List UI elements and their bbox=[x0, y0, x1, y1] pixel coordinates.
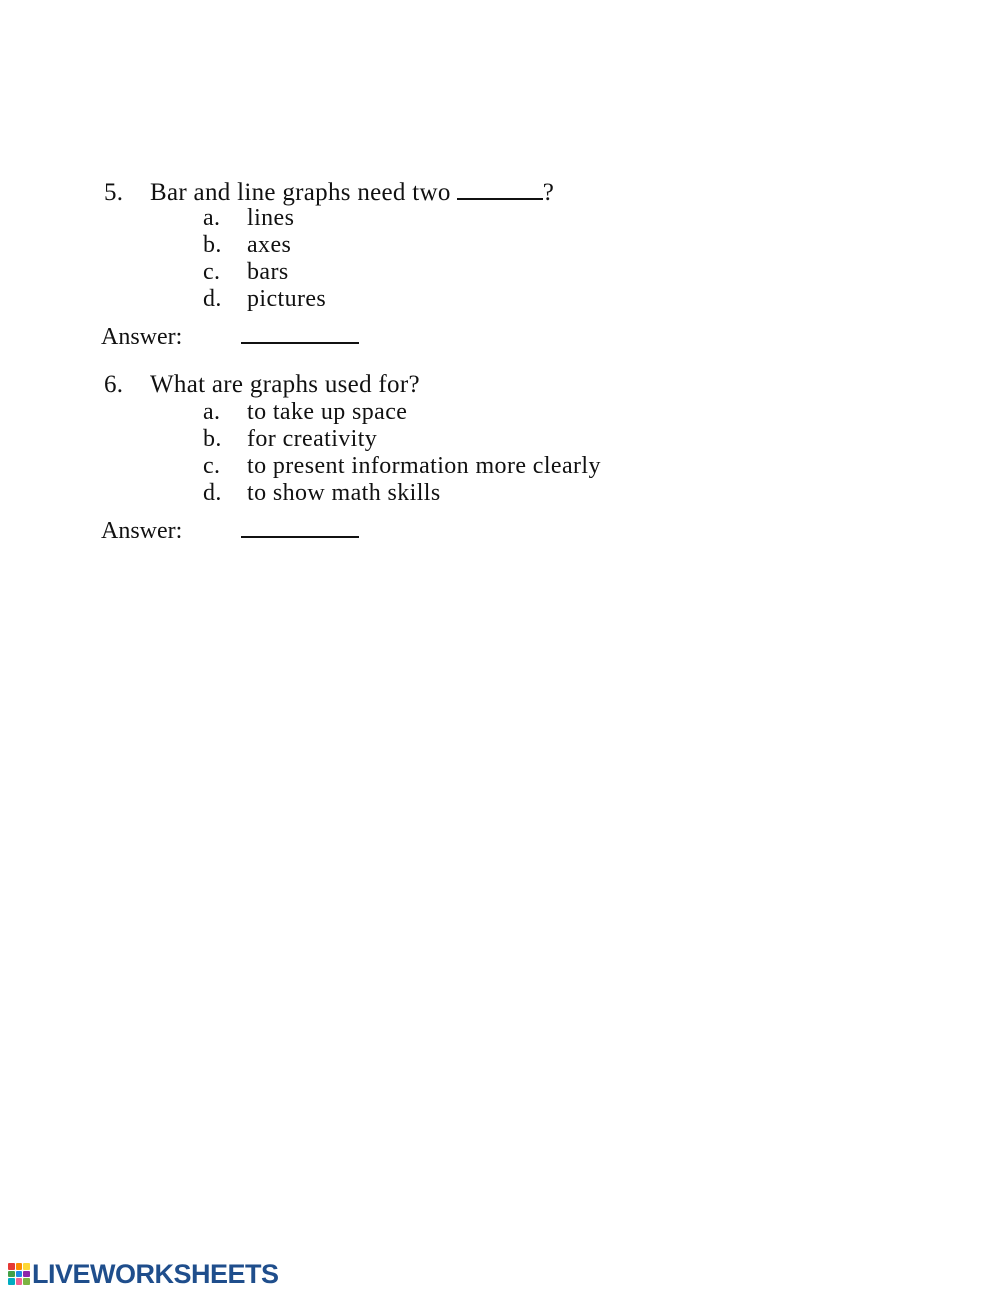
option-text: to show math skills bbox=[247, 480, 441, 506]
option-text: pictures bbox=[247, 286, 327, 312]
option-a bbox=[203, 205, 326, 232]
option-text: for creativity bbox=[247, 426, 378, 452]
option-letter: c. bbox=[203, 453, 221, 479]
option-d bbox=[203, 480, 601, 507]
logo-tile bbox=[16, 1278, 23, 1285]
logo-tile bbox=[23, 1278, 30, 1285]
logo-tile bbox=[23, 1263, 30, 1270]
option-letter: a. bbox=[203, 399, 221, 425]
option-letter: a. bbox=[203, 205, 221, 231]
question-stem bbox=[104, 176, 554, 208]
liveworksheets-brand[interactable] bbox=[8, 1259, 279, 1289]
option-letter: d. bbox=[203, 480, 222, 506]
option-text: to take up space bbox=[247, 399, 408, 425]
option-letter: d. bbox=[203, 286, 222, 312]
option-text: to present information more clearly bbox=[247, 453, 601, 479]
question-number: 5. bbox=[104, 179, 124, 206]
question-blank bbox=[457, 176, 543, 200]
option-letter: b. bbox=[203, 426, 222, 452]
logo-tile bbox=[8, 1271, 15, 1278]
option-b bbox=[203, 426, 601, 453]
liveworksheets-logo-icon bbox=[8, 1263, 30, 1285]
option-letter: b. bbox=[203, 232, 222, 258]
option-c bbox=[203, 259, 326, 286]
option-text: axes bbox=[247, 232, 292, 258]
logo-tile bbox=[16, 1271, 23, 1278]
question-suffix: ? bbox=[542, 179, 555, 206]
question-stem bbox=[104, 370, 420, 400]
option-letter: c. bbox=[203, 259, 221, 285]
logo-tile bbox=[16, 1263, 23, 1270]
question-number: 6. bbox=[104, 371, 124, 398]
option-text: bars bbox=[247, 259, 289, 285]
options-list bbox=[203, 205, 326, 313]
option-b bbox=[203, 232, 326, 259]
answer-label: Answer: bbox=[101, 324, 183, 350]
answer-label: Answer: bbox=[101, 518, 183, 544]
question-text: Bar and line graphs need two bbox=[150, 179, 451, 206]
answer-blank[interactable] bbox=[241, 512, 359, 538]
option-a bbox=[203, 399, 601, 426]
logo-tile bbox=[8, 1278, 15, 1285]
answer-blank[interactable] bbox=[241, 318, 359, 344]
option-c bbox=[203, 453, 601, 480]
brand-name: LIVEWORKSHEETS bbox=[32, 1259, 279, 1289]
option-text: lines bbox=[247, 205, 295, 231]
answer-row bbox=[101, 512, 359, 546]
logo-tile bbox=[23, 1271, 30, 1278]
question-text: What are graphs used for? bbox=[150, 371, 420, 398]
logo-tile bbox=[8, 1263, 15, 1270]
option-d bbox=[203, 286, 326, 313]
answer-row bbox=[101, 318, 359, 352]
options-list bbox=[203, 399, 601, 507]
